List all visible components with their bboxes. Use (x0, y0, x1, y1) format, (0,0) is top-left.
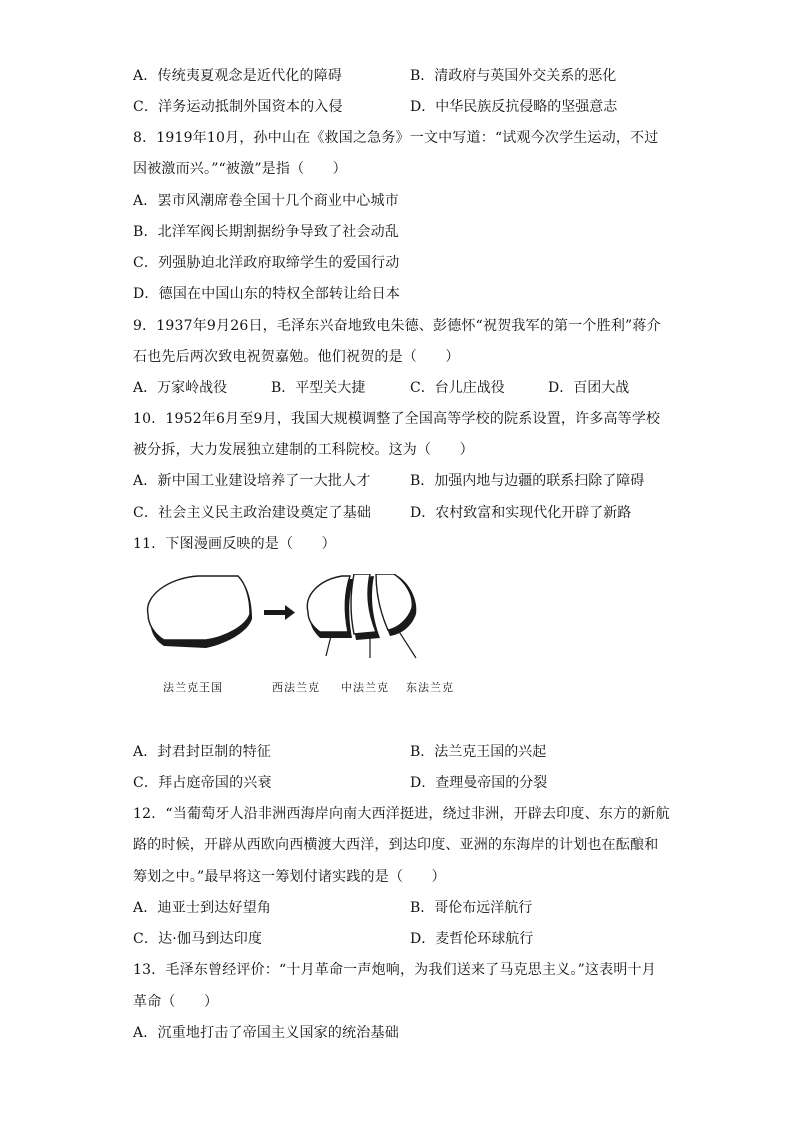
q13-stem-line2: 革命（ ） (133, 994, 219, 1010)
figure-label-west-francia: 西法兰克 (272, 681, 320, 694)
frankish-kingdom-cartoon (140, 574, 480, 664)
q11-option-d: D．查理曼帝国的分裂 (410, 775, 548, 791)
q13-option-a: A．沉重地打击了帝国主义国家的统治基础 (133, 1025, 399, 1041)
arrow-right-icon (264, 605, 295, 620)
q12-stem-line2: 路的时候，开辟从西欧向西横渡大西洋，到达印度、亚洲的东海岸的计划也在酝酿和 (133, 837, 659, 853)
q12-stem-line3: 筹划之中。”最早将这一筹划付诸实践的是（ ） (133, 869, 446, 885)
q7-option-b: B．清政府与英国外交关系的恶化 (410, 68, 617, 84)
q10-option-a: A．新中国工业建设培养了一大批人才 (133, 473, 371, 489)
q9-option-c: C．台儿庄战役 (410, 380, 505, 396)
q11-stem: 11．下图漫画反映的是（ ） (133, 536, 336, 552)
q8-stem-line1: 8．1919年10月，孙中山在《救国之急务》一文中写道：“试观今次学生运动，不过 (133, 130, 659, 146)
q8-option-a: A．罢市风潮席卷全国十几个商业中心城市 (133, 193, 399, 209)
q12-option-b: B．哥伦布远洋航行 (410, 900, 533, 916)
q9-stem-line2: 石也先后两次致电祝贺嘉勉。他们祝贺的是（ ） (133, 349, 460, 365)
q8-stem-line2: 因被激而兴。”“被激”是指（ ） (133, 161, 347, 177)
q10-stem-line2: 被分拆，大力发展独立建制的工科院校。这为（ ） (133, 442, 474, 458)
q11-option-a: A．封君封臣制的特征 (133, 744, 272, 760)
q13-stem-line1: 13．毛泽东曾经评价：“十月革命一声炮响，为我们送来了马克思主义。”这表明十月 (133, 962, 656, 978)
q7-option-a: A．传统夷夏观念是近代化的障碍 (133, 68, 343, 84)
q9-option-b: B．平型关大捷 (271, 380, 366, 396)
figure-label-middle-francia: 中法兰克 (341, 681, 389, 694)
q12-option-d: D．麦哲伦环球航行 (410, 931, 534, 947)
figure-label-east-francia: 东法兰克 (406, 681, 454, 694)
q11-option-c: C．拜占庭帝国的兴衰 (133, 775, 272, 791)
q7-option-c: C．洋务运动抵制外国资本的入侵 (133, 99, 343, 115)
q7-option-d: D．中华民族反抗侵略的坚强意志 (410, 99, 618, 115)
q11-option-b: B．法兰克王国的兴起 (410, 744, 547, 760)
q10-stem-line1: 10．1952年6月至9月，我国大规模调整了全国高等学校的院系设置，许多高等学校 (133, 411, 661, 427)
q10-option-b: B．加强内地与边疆的联系扫除了障碍 (410, 473, 645, 489)
q12-option-a: A．迪亚士到达好望角 (133, 900, 272, 916)
q8-option-c: C．列强胁迫北洋政府取缔学生的爱国行动 (133, 255, 400, 271)
q12-stem-line1: 12．“当葡萄牙人沿非洲西海岸向南大西洋挺进，绕过非洲，开辟去印度、东方的新航 (133, 806, 670, 822)
q8-option-d: D．德国在中国山东的特权全部转让给日本 (133, 286, 401, 302)
q8-option-b: B．北洋军阀长期割据纷争导致了社会动乱 (133, 224, 400, 240)
q9-option-d: D．百团大战 (548, 380, 630, 396)
q10-option-c: C．社会主义民主政治建设奠定了基础 (133, 505, 372, 521)
q10-option-d: D．农村致富和实现代化开辟了新路 (410, 505, 632, 521)
figure-label-frankish-kingdom: 法兰克王国 (163, 681, 223, 694)
q9-option-a: A．万家岭战役 (133, 380, 228, 396)
q9-stem-line1: 9．1937年9月26日，毛泽东兴奋地致电朱德、彭德怀“祝贺我军的第一个胜利”蒋介 (133, 318, 661, 334)
q12-option-c: C．达·伽马到达印度 (133, 931, 263, 947)
